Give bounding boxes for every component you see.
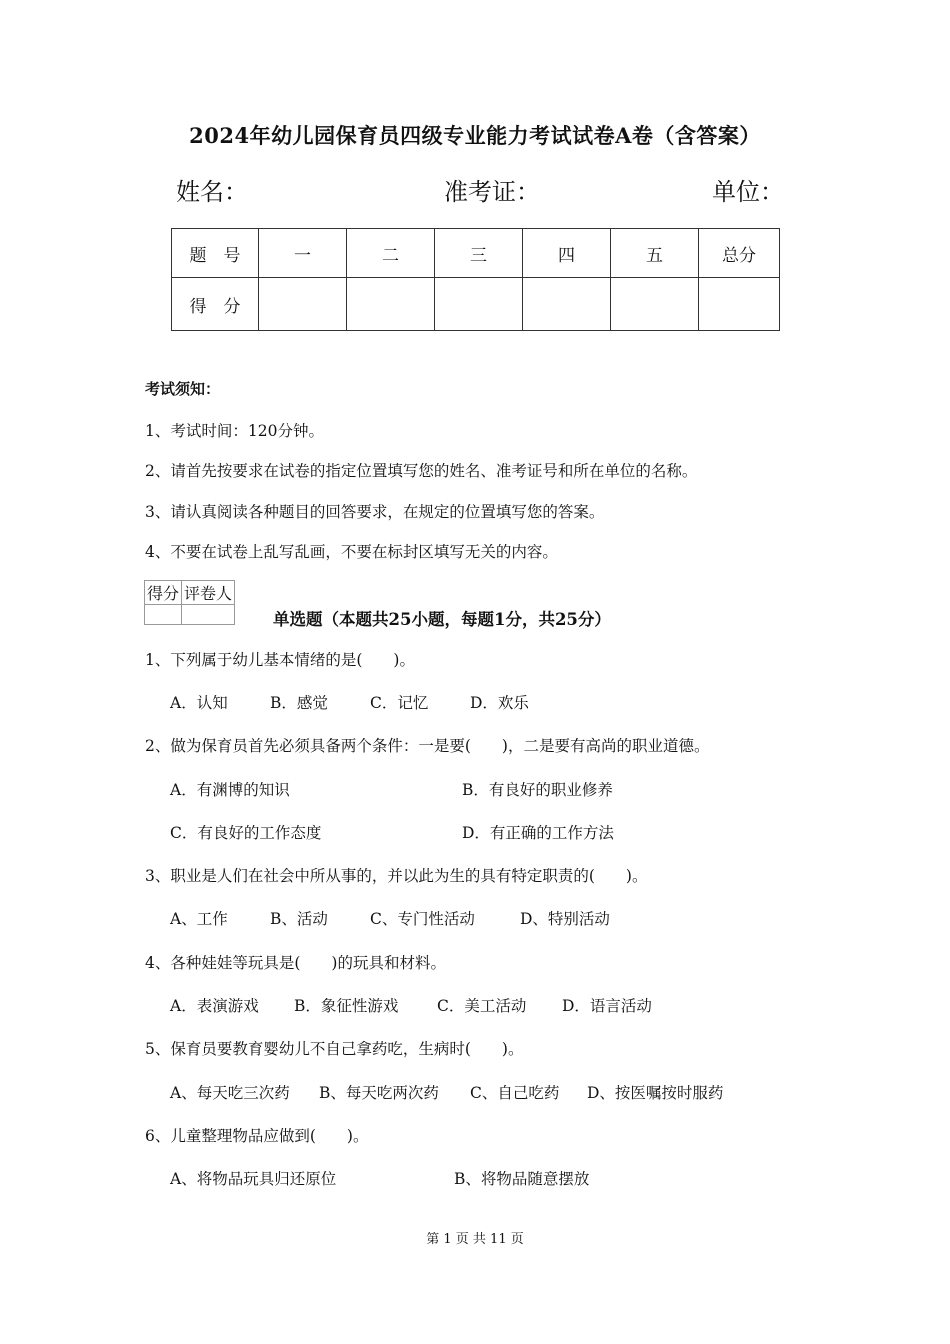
notice-item: 2、请首先按要求在试卷的指定位置填写您的姓名、准考证号和所在单位的名称。 bbox=[145, 462, 698, 480]
option-a: A．有渊博的知识 bbox=[170, 781, 290, 799]
score-table-header-3: 三 bbox=[435, 229, 523, 278]
option-c: C．有良好的工作态度 bbox=[170, 824, 322, 842]
score-table-header-label: 题 号 bbox=[172, 229, 259, 278]
score-cell-1[interactable] bbox=[259, 278, 347, 331]
score-cell-2[interactable] bbox=[347, 278, 435, 331]
option-b: B．象征性游戏 bbox=[294, 997, 399, 1015]
question-stem: 4、各种娃娃等玩具是( )的玩具和材料。 bbox=[145, 954, 446, 972]
score-table bbox=[171, 228, 780, 331]
score-cell-3[interactable] bbox=[435, 278, 523, 331]
score-table-header-5: 五 bbox=[611, 229, 699, 278]
question-stem: 2、做为保育员首先必须具备两个条件：一是要( )，二是要有高尚的职业道德。 bbox=[145, 737, 710, 755]
score-table-header-total: 总分 bbox=[699, 229, 780, 278]
name-field-label: 姓名： bbox=[176, 178, 248, 206]
grader-box bbox=[144, 580, 235, 625]
option-b: B、将物品随意摆放 bbox=[454, 1170, 590, 1188]
option-a: A．表演游戏 bbox=[170, 997, 259, 1015]
unit-field-label: 单位： bbox=[712, 178, 784, 206]
grader-box-grader-label: 评卷人 bbox=[182, 581, 235, 605]
option-a: A．认知 bbox=[170, 694, 228, 712]
score-table-header-2: 二 bbox=[347, 229, 435, 278]
question-stem: 3、职业是人们在社会中所从事的，并以此为生的具有特定职责的( )。 bbox=[145, 867, 648, 885]
exam-title: 2024年幼儿园保育员四级专业能力考试试卷A卷（含答案） bbox=[189, 123, 761, 148]
option-b: B．感觉 bbox=[270, 694, 328, 712]
grader-box-score-label: 得分 bbox=[145, 581, 182, 605]
option-c: C、专门性活动 bbox=[370, 910, 475, 928]
option-a: A、工作 bbox=[170, 910, 228, 928]
score-cell-total[interactable] bbox=[699, 278, 780, 331]
notice-item: 4、不要在试卷上乱写乱画，不要在标封区填写无关的内容。 bbox=[145, 543, 558, 561]
exam-id-field-label: 准考证： bbox=[444, 178, 540, 206]
option-d: D．语言活动 bbox=[562, 997, 652, 1015]
score-table-header-4: 四 bbox=[523, 229, 611, 278]
question-stem: 6、儿童整理物品应做到( )。 bbox=[145, 1127, 369, 1145]
score-cell-4[interactable] bbox=[523, 278, 611, 331]
page-footer: 第 1 页 共 11 页 bbox=[426, 1232, 524, 1247]
question-stem: 1、下列属于幼儿基本情绪的是( )。 bbox=[145, 651, 415, 669]
notice-item: 3、请认真阅读各种题目的回答要求，在规定的位置填写您的答案。 bbox=[145, 503, 605, 521]
option-c: C、自己吃药 bbox=[470, 1084, 560, 1102]
notice-item: 1、考试时间：120分钟。 bbox=[145, 422, 324, 440]
score-table-header-1: 一 bbox=[259, 229, 347, 278]
question-stem: 5、保育员要教育婴幼儿不自己拿药吃，生病时( )。 bbox=[145, 1040, 524, 1058]
option-a: A、每天吃三次药 bbox=[170, 1084, 290, 1102]
score-table-score-row bbox=[172, 278, 780, 331]
option-d: D．有正确的工作方法 bbox=[462, 824, 614, 842]
option-c: C．美工活动 bbox=[437, 997, 527, 1015]
grader-box-grader-cell[interactable] bbox=[182, 605, 235, 625]
score-table-header-row bbox=[172, 229, 780, 278]
option-d: D、按医嘱按时服药 bbox=[587, 1084, 724, 1102]
notice-title: 考试须知： bbox=[145, 380, 221, 398]
score-cell-5[interactable] bbox=[611, 278, 699, 331]
option-d: D．欢乐 bbox=[470, 694, 529, 712]
score-table-row-label: 得 分 bbox=[172, 278, 259, 331]
option-a: A、将物品玩具归还原位 bbox=[170, 1170, 337, 1188]
option-b: B、每天吃两次药 bbox=[319, 1084, 439, 1102]
grader-box-score-cell[interactable] bbox=[145, 605, 182, 625]
option-b: B、活动 bbox=[270, 910, 328, 928]
option-b: B．有良好的职业修养 bbox=[462, 781, 613, 799]
section-title: 单选题（本题共25小题，每题1分，共25分） bbox=[273, 610, 611, 629]
option-d: D、特别活动 bbox=[520, 910, 610, 928]
option-c: C．记忆 bbox=[370, 694, 429, 712]
